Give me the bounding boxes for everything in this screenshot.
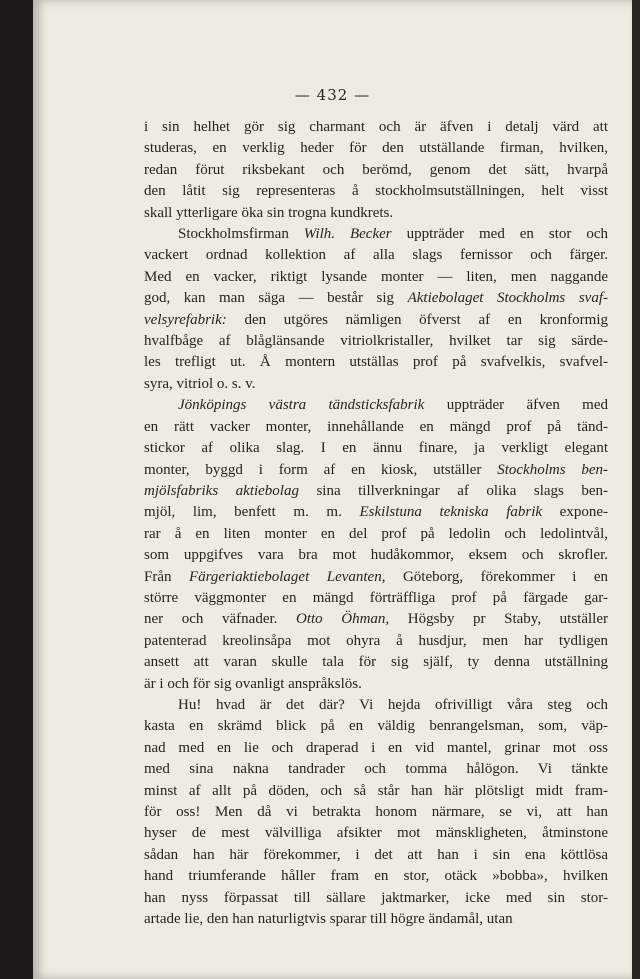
text-run: redan förut riksbekant och berömd, genom det sätt, hvarpå: [144, 161, 608, 178]
text-line: [144, 203, 608, 224]
text-run: syra, vitriol o. s. v.: [144, 375, 256, 392]
text-line: [144, 674, 608, 695]
italic-name: Aktiebolaget Stockholms svaf-: [407, 290, 608, 307]
text-line: [144, 524, 608, 545]
italic-name: Stockholms ben-: [497, 461, 608, 478]
text-run: hvalfbåge af blåglänsande vitriolkristaller, hvilket tar sig särde-: [144, 333, 608, 350]
italic-name: Färgeriaktiebolaget Levanten,: [188, 568, 386, 585]
text-line: [144, 588, 608, 609]
text-line: [144, 888, 608, 909]
text-run: rar å en liten monter en del prof på ledolin och ledolintvål,: [144, 525, 608, 542]
text-run: Göteborg, förekommer i en: [385, 568, 609, 585]
text-line: [144, 395, 608, 416]
text-line: [144, 160, 608, 181]
text-run: en rätt vacker monter, innehållande en mängd prof på tänd-: [144, 418, 608, 435]
italic-name: Wilh. Becker: [303, 226, 392, 243]
text-run: god, kan man säga — består sig: [144, 290, 408, 307]
text-run: hyser de mest välvilliga afsikter mot mänskligheten, åtminstone: [144, 825, 608, 842]
text-line: [144, 374, 608, 395]
paragraph: [144, 395, 608, 695]
italic-name: velsyrefabrik:: [144, 311, 227, 328]
italic-name: mjölsfabriks aktiebolag: [144, 482, 299, 499]
text-run: sådan han här förekommer, i det att han i sin ena köttlösa: [144, 846, 608, 863]
text-run: minst af allt på döden, och så står han här plötsligt midt fram-: [144, 782, 608, 799]
text-run: les trefligt ut. Å montern utställas prof på svafvelkis, svafvel-: [144, 354, 608, 371]
body-text: [144, 117, 608, 930]
text-line: [144, 224, 608, 245]
page-number: — 432 —: [294, 86, 371, 104]
text-line: [144, 288, 608, 309]
text-line: [144, 781, 608, 802]
scan-right-edge: [632, 0, 640, 979]
text-line: [144, 631, 608, 652]
text-run: den utgöres nämligen öfverst af en kronformig: [226, 311, 608, 328]
text-run: Hu! hvad är det där? Vi hejda ofrivilligt våra steg och: [178, 696, 608, 713]
text-line: [144, 759, 608, 780]
text-run: uppträder äfven med: [424, 397, 608, 414]
text-line: [144, 909, 608, 930]
italic-name: Eskilstuna tekniska fabrik: [359, 504, 543, 521]
text-run: monter, byggd i form af en kiosk, utställer: [144, 461, 498, 478]
text-line: [144, 567, 608, 588]
text-run: för oss! Men då vi betrakta honom närmare, se vi, att han: [144, 804, 608, 820]
text-line: [144, 267, 608, 288]
text-line: [144, 823, 608, 844]
text-line: [144, 481, 608, 502]
text-run: med sina nakna tandrader och tomma hålögon. Vi tänkte: [144, 761, 608, 778]
text-line: [144, 652, 608, 673]
text-line: [144, 417, 608, 438]
paragraph: [144, 695, 608, 930]
text-run: ansett att varan skulle tala för sig själf, ty denna utställning: [144, 654, 608, 671]
scan-binding-edge: [0, 0, 33, 979]
text-line: [144, 845, 608, 866]
text-run: nad med en lie och draperad i en vid mantel, grinar mot oss: [144, 739, 608, 756]
text-line: [144, 181, 608, 202]
text-run: är i och för sig ovanligt anspråkslös.: [144, 675, 362, 692]
text-line: [144, 352, 608, 373]
text-run: han nyss förpassat till sällare jaktmarker, icke med sin stor-: [144, 889, 608, 906]
text-run: Med en vacker, riktigt lysande monter — liten, men naggande: [144, 268, 608, 285]
text-line: [144, 738, 608, 759]
text-line: [144, 545, 608, 566]
text-line: [144, 117, 608, 138]
text-line: [144, 310, 608, 331]
text-run: mjöl, lim, benfett m. m.: [144, 504, 360, 521]
text-line: [144, 802, 608, 823]
text-run: den låtit sig representeras å stockholmsutställningen, helt visst: [144, 183, 608, 200]
text-run: sina tillverkningar af olika slags ben-: [298, 482, 608, 499]
text-run: Stockholmsfirman: [178, 226, 304, 243]
text-run: artade lie, den han naturligtvis sparar till högre ändamål, utan: [144, 911, 513, 928]
text-run: Högsby pr Staby, utställer: [389, 611, 608, 628]
text-run: expone-: [542, 504, 608, 521]
text-line: [144, 716, 608, 737]
text-run: kasta en skrämd blick på en väldig benrangelsman, som, väp-: [144, 718, 608, 735]
text-line: [144, 609, 608, 630]
text-line: [144, 866, 608, 887]
text-run: vackert ordnad kollektion af alla slags fernissor och färger.: [144, 247, 608, 264]
text-run: Från: [144, 568, 189, 585]
text-run: uppträder med en stor och: [391, 226, 608, 243]
book-page: [33, 0, 632, 979]
text-line: [144, 245, 608, 266]
text-run: stickor af olika slag. I en ännu finare, ja verkligt elegant: [144, 440, 608, 457]
text-run: skall ytterligare öka sin trogna kundkrets.: [144, 204, 394, 221]
text-line: [144, 331, 608, 352]
text-run: patenterad kreolinsåpa mot ohyra å husdjur, men har tydligen: [144, 632, 608, 649]
text-run: hand triumferande håller fram en stor, otäck »bobba», hvilken: [144, 868, 608, 885]
paragraph: [144, 224, 608, 395]
text-line: [144, 138, 608, 159]
text-run: i sin helhet gör sig charmant och är äfven i detalj värd att: [144, 119, 608, 135]
text-line: [144, 438, 608, 459]
italic-name: Jönköpings västra tändsticksfabrik: [178, 397, 425, 414]
text-run: studeras, en verklig heder för den utställande firman, hvilken,: [144, 140, 608, 157]
text-run: ner och väfnader.: [144, 611, 296, 628]
text-run: som uppgifves vara bra mot hudåkommor, eksem och skrofler.: [144, 547, 608, 564]
text-line: [144, 695, 608, 716]
paragraph: [144, 117, 608, 224]
text-run: större väggmonter en mängd förträffliga prof på färgade gar-: [144, 589, 608, 606]
text-line: [144, 460, 608, 481]
italic-name: Otto Öhman,: [295, 611, 390, 628]
text-line: [144, 502, 608, 523]
